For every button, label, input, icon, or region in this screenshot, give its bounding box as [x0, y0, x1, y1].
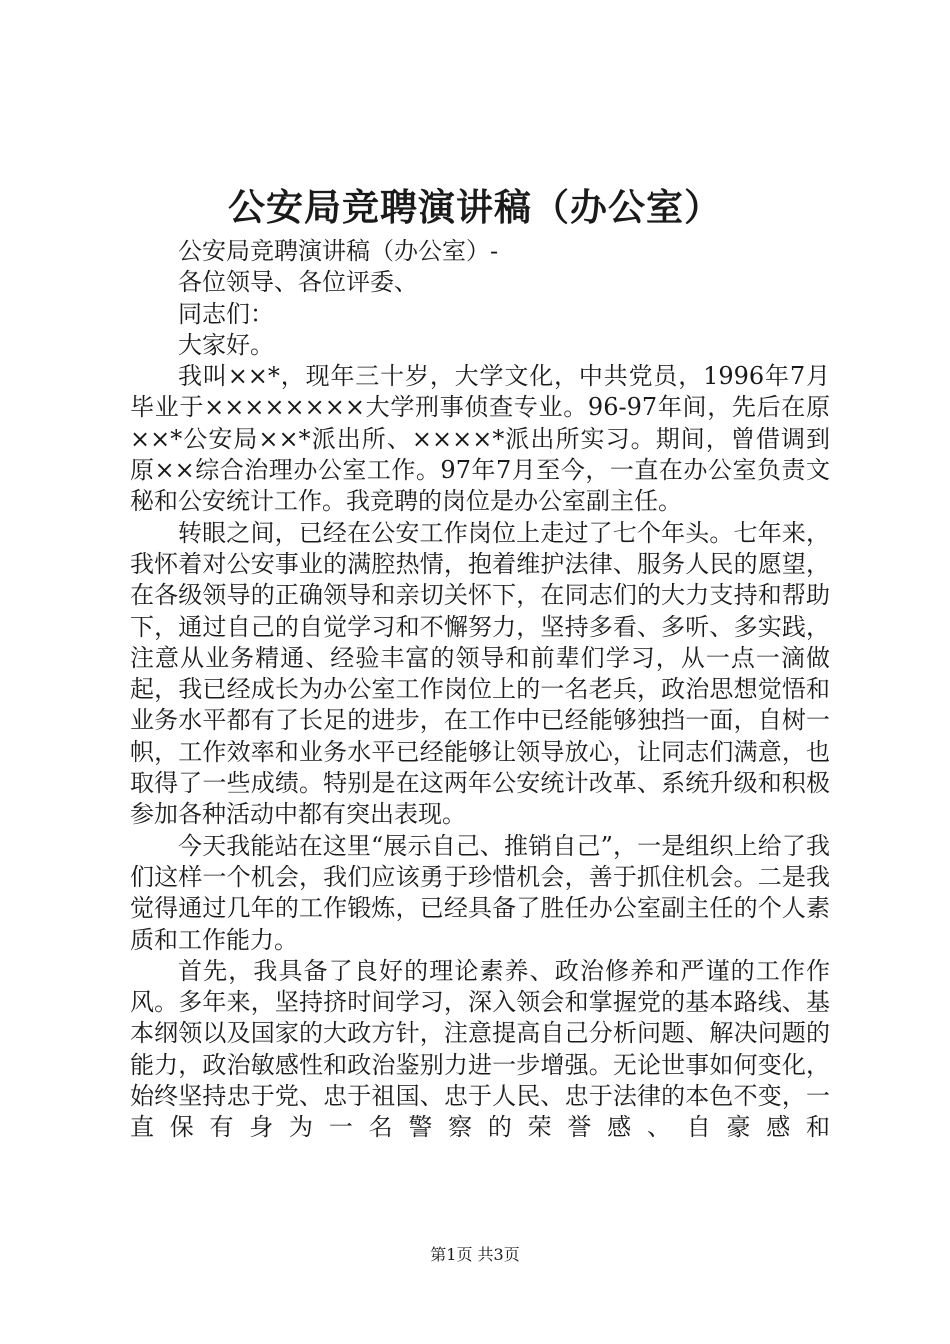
paragraph: 首先，我具备了良好的理论素养、政治修养和严谨的工作作风。多年来，坚持挤时间学习，深入领会和掌握党的基本路线、基本纲领以及国家的大政方针，注意提高自己分析问题、解决问题的能力，政治敏感性和政治鉴别力进一步增强。无论世事如何变化，始终坚持忠于党、忠于祖国、忠于人民、忠于法律的本色不变，一直保有身为一名警察的荣誉感、自豪感和 [130, 956, 830, 1142]
paragraph: 同志们： [178, 299, 274, 328]
paragraph: 转眼之间，已经在公安工作岗位上走过了七个年头。七年来，我怀着对公安事业的满腔热情，抱着维护法律、服务人民的愿望，在各级领导的正确领导和亲切关怀下，在同志们的大力支持和帮助下，通过自己的自觉学习和不懈努力，坚持多看、多听、多实践，注意从业务精通、经验丰富的领导和前辈们学习，从一点一滴做起，我已经成长为办公室工作岗位上的一名老兵，政治思想觉悟和业务水平都有了长足的进步，在工作中已经能够独挡一面，自树一帜，工作效率和业务水平已经能够让领导放心，让同志们满意，也取得了一些成绩。特别是在这两年公安统计改革、系统升级和积极参加各种活动中都有突出表现。 [130, 518, 830, 829]
paragraph: 各位领导、各位评委、 [178, 268, 418, 297]
document-title: 公安局竞聘演讲稿（办公室） [228, 185, 722, 229]
page-number-footer: 第1页 共3页 [430, 1245, 520, 1264]
paragraph: 我叫××*，现年三十岁，大学文化，中共党员，1996年7月毕业于××××××××大学刑事侦查专业。96-97年间，先后在原××*公安局××*派出所、××××*派出所实习。期间，曾借调到原××综合治理办公室工作。97年7月至今，一直在办公室负责文秘和公安统计工作。我竞聘的岗位是办公室副主任。 [130, 362, 830, 516]
paragraph: 公安局竞聘演讲稿（办公室）- [178, 237, 499, 265]
document-body [130, 236, 830, 1144]
paragraph: 大家好。 [178, 330, 274, 359]
paragraph: 今天我能站在这里“展示自己、推销自己”，一是组织上给了我们这样一个机会，我们应该勇于珍惜机会，善于抓住机会。二是我觉得通过几年的工作锻炼，已经具备了胜任办公室副主任的个人素质和工作能力。 [130, 831, 830, 954]
